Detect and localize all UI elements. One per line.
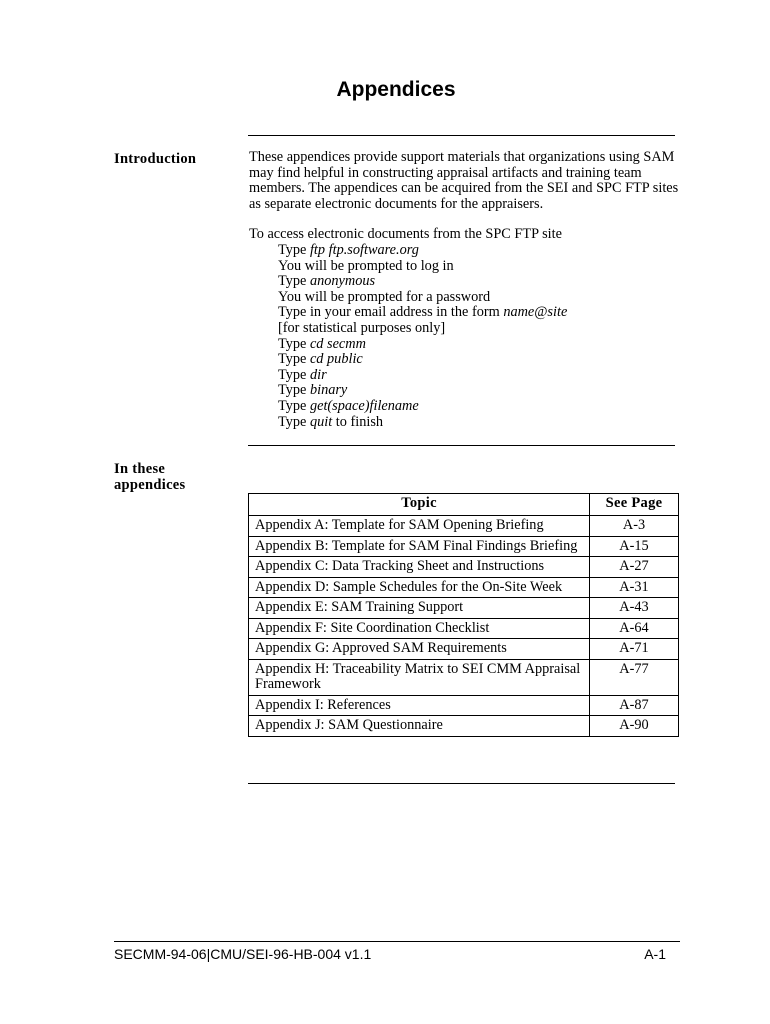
appendix-topic-cell: Appendix J: SAM Questionnaire (249, 716, 590, 737)
ftp-step (278, 337, 679, 353)
appendix-topic-cell: Appendix F: Site Coordination Checklist (249, 618, 590, 639)
appendix-page-cell: A-3 (590, 516, 679, 537)
appendices-table (248, 493, 679, 737)
introduction-body (249, 150, 679, 430)
footer-divider (114, 941, 680, 942)
appendix-topic-cell: Appendix C: Data Tracking Sheet and Instructions (249, 557, 590, 578)
ftp-step-command: cd public (309, 351, 363, 368)
ftp-step (278, 415, 679, 431)
table-row (249, 659, 679, 695)
section-divider (248, 135, 675, 136)
ftp-step-text: You will be prompted for a password (278, 288, 491, 305)
table-row (249, 716, 679, 737)
footer-document-id: SECMM-94-06|CMU/SEI-96-HB-004 v1.1 (114, 946, 372, 962)
ftp-step (278, 352, 679, 368)
ftp-step-command: binary (309, 382, 348, 399)
ftp-step (278, 321, 679, 337)
ftp-step (278, 274, 679, 290)
appendix-page-cell: A-43 (590, 598, 679, 619)
introduction-heading: Introduction (114, 151, 197, 167)
page-title: Appendices (336, 78, 456, 101)
table-row (249, 695, 679, 716)
appendix-page-cell: A-27 (590, 557, 679, 578)
ftp-step-text: Type (278, 273, 310, 290)
ftp-step-text: Type (278, 351, 310, 368)
appendix-page-cell: A-77 (590, 659, 679, 695)
appendix-page-cell: A-31 (590, 577, 679, 598)
ftp-step-command: name@site (503, 304, 568, 321)
ftp-step-text: Type (278, 382, 310, 399)
section-divider (248, 445, 675, 446)
appendix-topic-cell: Appendix D: Sample Schedules for the On-Site Week (249, 577, 590, 598)
footer-page-number: A-1 (644, 946, 666, 962)
ftp-step-text: Type (278, 413, 310, 430)
ftp-step-text: Type (278, 241, 310, 258)
ftp-step-command: cd secmm (309, 335, 366, 352)
appendix-topic-cell: Appendix B: Template for SAM Final Findings Briefing (249, 536, 590, 557)
appendix-page-cell: A-87 (590, 695, 679, 716)
appendix-page-cell: A-90 (590, 716, 679, 737)
ftp-step-command: get(space)filename (309, 397, 419, 414)
appendix-page-cell: A-71 (590, 639, 679, 660)
appendix-topic-cell: Appendix H: Traceability Matrix to SEI CMM Appraisal Framework (249, 659, 590, 695)
ftp-steps-list (249, 243, 679, 430)
ftp-step (278, 383, 679, 399)
ftp-step (278, 259, 679, 275)
see-page-column-header: See Page (590, 494, 679, 516)
appendices-heading: In these appendices (114, 461, 186, 493)
table-header-row (249, 494, 679, 516)
ftp-step (278, 368, 679, 384)
table-row (249, 516, 679, 537)
table-row (249, 639, 679, 660)
section-divider (248, 783, 675, 784)
appendix-page-cell: A-15 (590, 536, 679, 557)
table-row (249, 598, 679, 619)
appendix-page-cell: A-64 (590, 618, 679, 639)
appendix-topic-cell: Appendix A: Template for SAM Opening Briefing (249, 516, 590, 537)
appendix-topic-cell: Appendix G: Approved SAM Requirements (249, 639, 590, 660)
ftp-step (278, 399, 679, 415)
ftp-step-command: ftp ftp.software.org (309, 241, 419, 258)
ftp-step-text: Type in your email address in the form (278, 304, 504, 321)
table-row (249, 577, 679, 598)
ftp-step-suffix: to finish (332, 413, 384, 430)
ftp-step-text: Type (278, 397, 310, 414)
ftp-step-command: anonymous (309, 273, 376, 290)
ftp-step (278, 290, 679, 306)
appendix-topic-cell: Appendix I: References (249, 695, 590, 716)
ftp-step (278, 243, 679, 259)
table-row (249, 557, 679, 578)
ftp-access-lead: To access electronic documents from the SPC FTP site (249, 226, 562, 243)
ftp-step-command: dir (309, 366, 327, 383)
table-row (249, 618, 679, 639)
ftp-step-text: [for statistical purposes only] (278, 319, 446, 336)
appendix-topic-cell: Appendix E: SAM Training Support (249, 598, 590, 619)
introduction-paragraph: These appendices provide support materials that organizations using SAM may find helpful in constructing appraisal artifacts and training team members. The appendices can be acquired from the SEI and SPC FTP sites as separate electronic documents for the appraisers. (249, 149, 679, 212)
ftp-step-text: Type (278, 335, 310, 352)
topic-column-header: Topic (249, 494, 590, 516)
ftp-step-text: Type (278, 366, 310, 383)
ftp-step-command: quit (309, 413, 333, 430)
ftp-step-text: You will be prompted to log in (278, 257, 454, 274)
table-row (249, 536, 679, 557)
ftp-step (278, 305, 679, 321)
